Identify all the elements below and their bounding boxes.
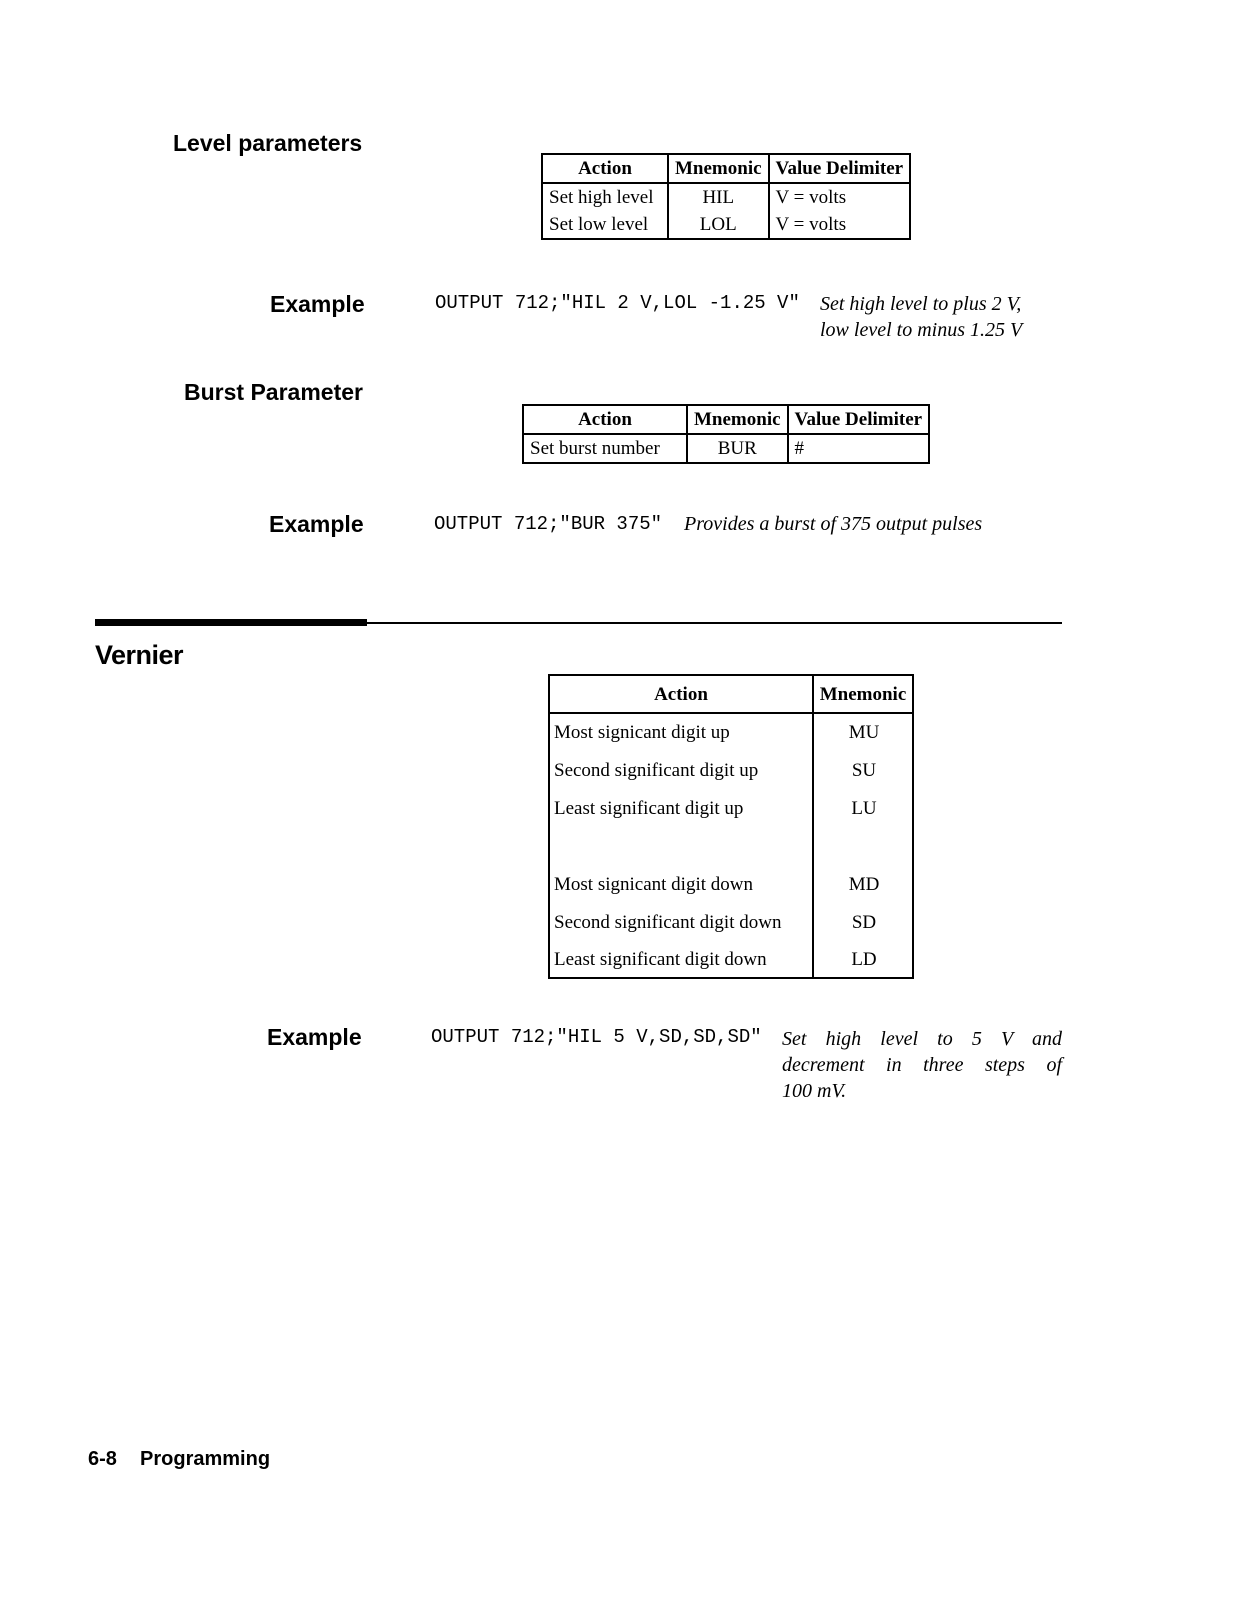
table-row [554, 912, 912, 938]
burst-parameter-heading: Burst Parameter [184, 379, 363, 405]
example-description: Provides a burst of 375 output pulses [684, 513, 983, 535]
table-cell-action: Set high level [542, 183, 668, 211]
example-description [820, 291, 1022, 343]
table-row [554, 949, 912, 975]
table-header-row [542, 154, 910, 183]
table-cell-action: Second significant digit down [554, 912, 782, 933]
table-row [554, 760, 912, 786]
table-cell-action: Most signicant digit down [554, 874, 753, 895]
table-cell-action: Most signicant digit up [554, 722, 730, 743]
table-cell-mnemonic: BUR [687, 434, 788, 463]
table-header-row [523, 405, 929, 434]
table-cell-mnemonic: SD [851, 912, 877, 933]
table-row [542, 183, 910, 211]
table-row [554, 722, 912, 748]
column-header-mnemonic: Mnemonic [668, 154, 769, 183]
section-divider-accent [95, 619, 367, 626]
example-description-line: 100 mV. [782, 1080, 847, 1102]
table-row [554, 798, 912, 824]
table-cell-mnemonic: LOL [668, 211, 769, 239]
level-parameters-heading: Level parameters [173, 130, 363, 156]
table-cell-action: Least significant digit down [554, 949, 767, 970]
table-cell-mnemonic: LD [851, 949, 877, 970]
page-footer [88, 1448, 270, 1471]
column-header-value-delimiter: Value Delimiter [788, 405, 930, 434]
table-cell-value-delimiter: V = volts [769, 211, 911, 239]
table-cell-mnemonic: MU [848, 722, 880, 743]
column-header-action: Action [542, 154, 668, 183]
table-cell-action: Second significant digit up [554, 760, 759, 781]
column-header-action: Action [523, 405, 687, 434]
column-header-value-delimiter: Value Delimiter [769, 154, 911, 183]
column-header-mnemonic: Mnemonic [687, 405, 788, 434]
table-cell-action: Set burst number [523, 434, 687, 463]
example-code: OUTPUT 712;"BUR 375" [434, 513, 663, 535]
table-cell-value-delimiter: V = volts [769, 183, 911, 211]
example-description-line: Set high level to plus 2 V, [820, 293, 1022, 315]
example-label: Example [267, 1024, 362, 1050]
table-cell-value-delimiter: # [788, 434, 930, 463]
table-cell-mnemonic: SU [851, 760, 877, 781]
burst-parameter-table [522, 404, 930, 464]
table-cell-action: Set low level [542, 211, 668, 239]
example-code: OUTPUT 712;"HIL 5 V,SD,SD,SD" [431, 1026, 762, 1048]
example-label: Example [270, 291, 365, 317]
level-parameters-table [541, 153, 911, 240]
table-cell-mnemonic: LU [851, 798, 877, 819]
example-description-line: Set high level to 5 V and [782, 1028, 1062, 1050]
example-label: Example [269, 511, 364, 537]
table-cell-action: Least significant digit up [554, 798, 744, 819]
example-description-line: low level to minus 1.25 V [820, 319, 1023, 341]
example-description [782, 1026, 1062, 1104]
page-number: 6-8 [88, 1448, 117, 1470]
table-row [542, 211, 910, 239]
table-header-divider [550, 712, 912, 714]
table-cell-mnemonic: MD [848, 874, 880, 895]
table-row [554, 874, 912, 900]
vernier-heading: Vernier [95, 640, 184, 670]
example-code: OUTPUT 712;"HIL 2 V,LOL -1.25 V" [435, 292, 800, 314]
table-cell-mnemonic: HIL [668, 183, 769, 211]
section-name: Programming [140, 1448, 271, 1470]
vernier-table [548, 674, 914, 979]
example-description-line: decrement in three steps of [782, 1054, 1062, 1076]
column-header-mnemonic: Mnemonic [819, 684, 907, 705]
table-row [523, 434, 929, 463]
column-header-action: Action [654, 684, 708, 705]
